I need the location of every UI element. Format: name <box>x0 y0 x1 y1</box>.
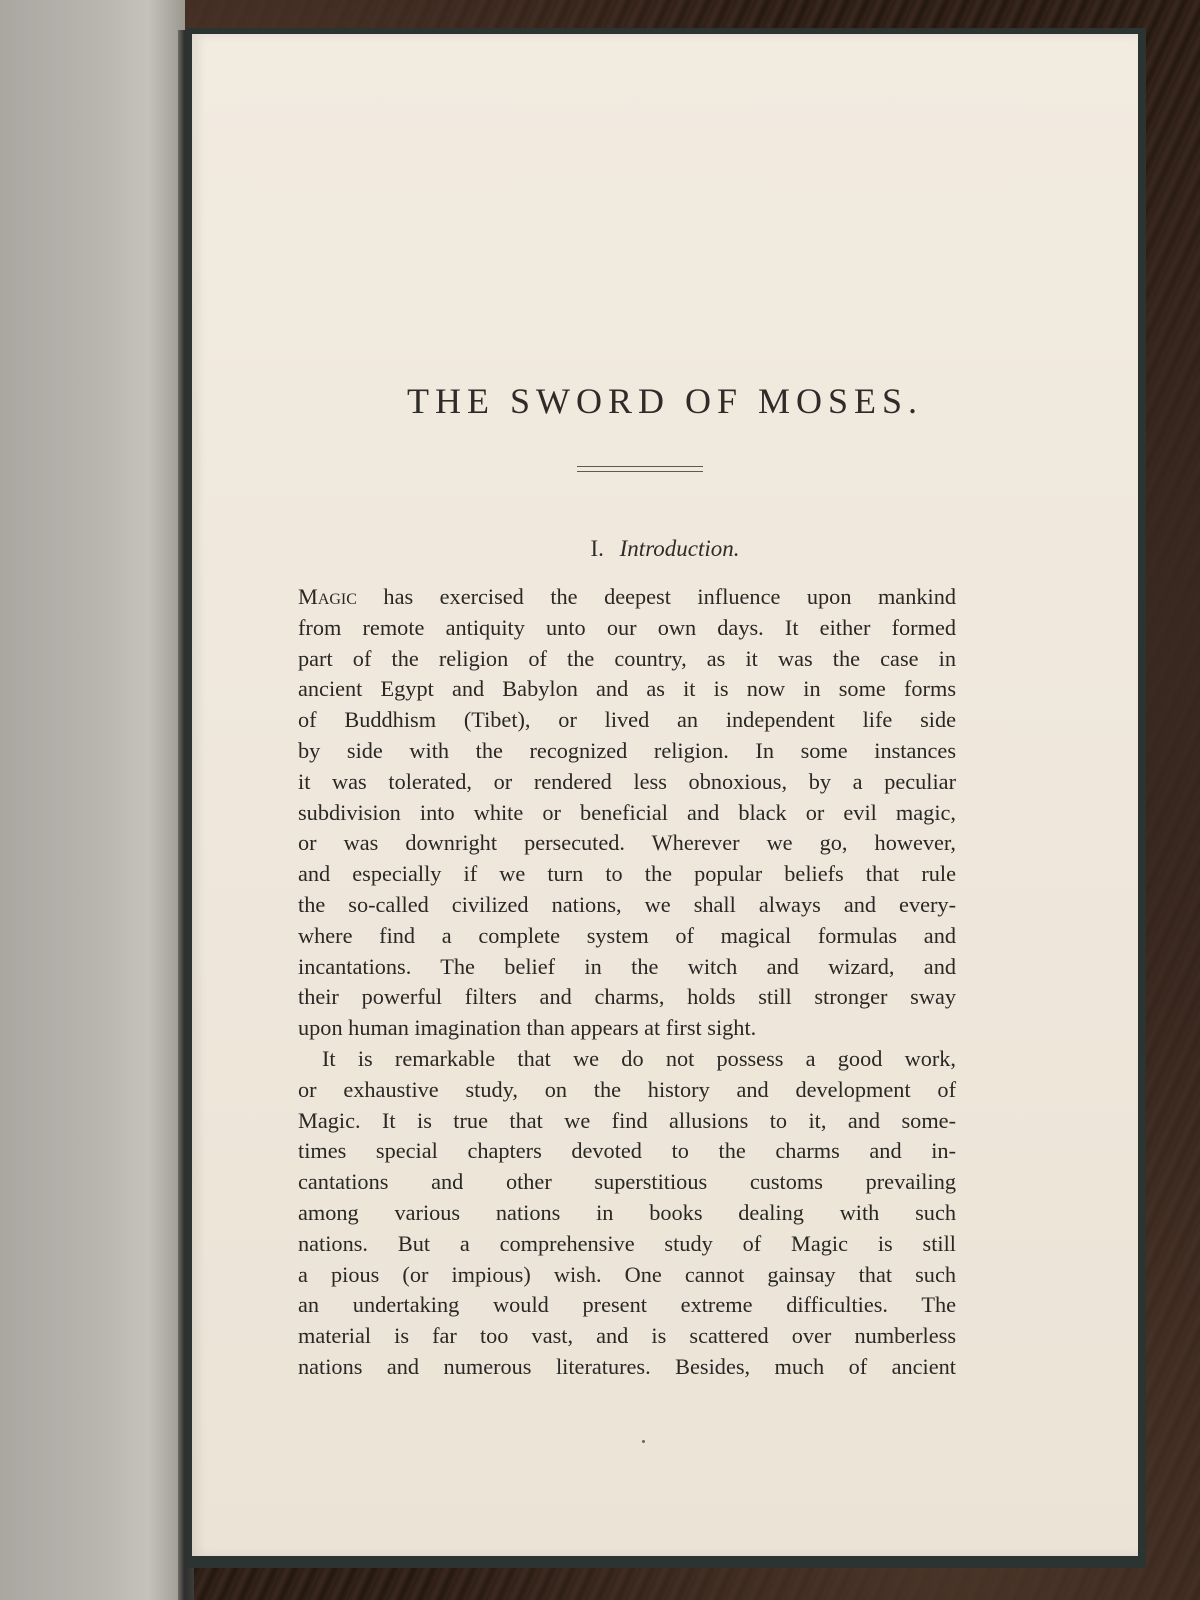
text-line: among various nations in books dealing with such <box>298 1199 956 1225</box>
text-line: where find a complete system of magical formulas and <box>298 922 956 948</box>
text-line: it was tolerated, or rendered less obnoxious, by a peculiar <box>298 768 956 794</box>
text-line: and especially if we turn to the popular beliefs that rule <box>298 861 956 887</box>
text-line: or exhaustive study, on the history and development of <box>298 1076 956 1102</box>
text-line: upon human imagination than appears at first sight. <box>298 1015 757 1041</box>
text-line: a pious (or impious) wish. One cannot gainsay that such <box>298 1261 956 1287</box>
text-line: subdivision into white or beneficial and black or evil magic, <box>298 799 956 825</box>
text-line: Magic. It is true that we find allusions to it, and some- <box>298 1107 956 1133</box>
text-line: incantations. The belief in the witch and wizard, and <box>298 953 956 979</box>
section-number: I. <box>590 536 604 561</box>
section-heading <box>192 536 1138 562</box>
drop-word: Magic <box>298 584 357 609</box>
text-line: nations and numerous literatures. Besides, much of ancient <box>298 1353 956 1379</box>
text-line: the so-called civilized nations, we shall always and every- <box>298 891 956 917</box>
text-line: part of the religion of the country, as it was the case in <box>298 645 956 671</box>
section-title: Introduction. <box>619 536 740 561</box>
text-line: nations. But a comprehensive study of Magic is still <box>298 1230 956 1256</box>
text-line: ancient Egypt and Babylon and as it is now in some forms <box>298 676 956 702</box>
text-line: or was downright persecuted. Wherever we go, however, <box>298 830 956 856</box>
facing-page <box>0 0 185 1600</box>
title-rule-bottom <box>577 471 703 472</box>
text-line <box>298 582 956 613</box>
page-title: THE SWORD OF MOSES. <box>406 381 924 421</box>
text-line: an undertaking would present extreme difficulties. The <box>298 1292 956 1318</box>
text-line: by side with the recognized religion. In some instances <box>298 737 956 763</box>
text-line: their powerful filters and charms, holds still stronger sway <box>298 984 956 1010</box>
text-line: from remote antiquity unto our own days. It either formed <box>298 614 956 640</box>
text-line: cantations and other superstitious customs prevailing <box>298 1169 956 1195</box>
text-line: of Buddhism (Tibet), or lived an independent life side <box>298 707 956 733</box>
text-line-rest: has exercised the deepest influence upon mankind <box>356 584 956 609</box>
text-line: times special chapters devoted to the charms and in- <box>298 1138 956 1164</box>
book-page <box>192 34 1138 1556</box>
body-text <box>298 582 956 1383</box>
text-line: material is far too vast, and is scattered over numberless <box>298 1323 956 1349</box>
text-line: It is remarkable that we do not possess a good work, <box>322 1045 956 1071</box>
title-rule-top <box>577 466 703 467</box>
page-mark <box>642 1440 645 1443</box>
